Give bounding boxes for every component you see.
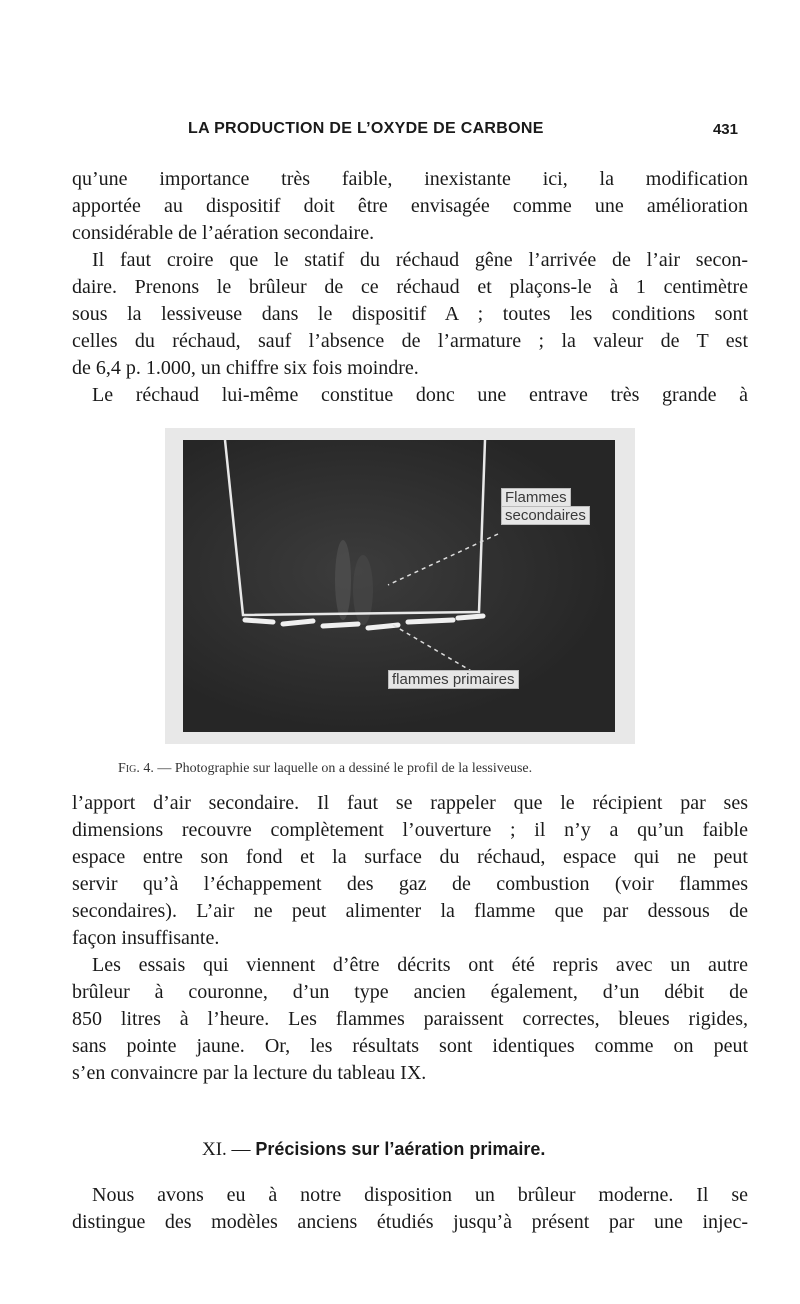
text-line: servir qu’à l’échappement des gaz de combustion (voir flammes (72, 873, 748, 895)
text-line: considérable de l’aération secondaire. (72, 222, 375, 244)
figure-caption (118, 761, 718, 777)
running-title: LA PRODUCTION DE L’OXYDE DE CARBONE (188, 120, 544, 137)
flame-glow (335, 540, 351, 620)
text-line: sous la lessiveuse dans le dispositif A ; toutes les conditions sont (72, 303, 748, 325)
text-line: l’apport d’air secondaire. Il faut se rappeler que le récipient par ses (72, 792, 748, 814)
text-line: de 6,4 p. 1.000, un chiffre six fois moindre. (72, 357, 419, 379)
caption-text: — Photographie sur laquelle on a dessiné le profil de la lessiveuse. (153, 761, 533, 776)
label-flammes: Flammes (501, 488, 571, 507)
text-line: Il faut croire que le statif du réchaud gêne l’arrivée de l’air secon- (92, 249, 748, 271)
text-line: façon insuffisante. (72, 927, 220, 949)
text-line: s’en convaincre par la lecture du tableau IX. (72, 1062, 427, 1084)
text-line: brûleur à couronne, d’un type ancien également, d’un débit de (72, 981, 748, 1003)
text-line: Le réchaud lui-même constitue donc une entrave très grande à (92, 384, 748, 406)
caption-number: Fig. 4. (118, 761, 154, 776)
text-line: qu’une importance très faible, inexistante ici, la modification (72, 168, 748, 190)
text-block-top (72, 166, 748, 409)
figure-photograph (165, 428, 635, 744)
page-number: 431 (712, 121, 738, 138)
text-line: celles du réchaud, sauf l’absence de l’armature ; la valeur de T est (72, 330, 748, 352)
page-header (180, 120, 740, 146)
text-line: apportée au dispositif doit être envisagée comme une amélioration (72, 195, 748, 217)
text-line: 850 litres à l’heure. Les flammes paraissent correctes, bleues rigides, (72, 1008, 748, 1030)
text-line: espace entre son fond et la surface du réchaud, espace qui ne peut (72, 846, 748, 868)
text-line: dimensions recouvre complètement l’ouverture ; il n’y a qu’un faible (72, 819, 748, 841)
section-heading (202, 1138, 722, 1161)
text-block-bottom (72, 1182, 748, 1236)
text-line: secondaires). L’air ne peut alimenter la flamme que par dessous de (72, 900, 748, 922)
text-line: Nous avons eu à notre disposition un brûleur moderne. Il se (92, 1184, 748, 1206)
text-line: distingue des modèles anciens étudiés jusqu’à présent par une injec- (72, 1211, 748, 1233)
burner-photo (183, 440, 615, 732)
section-number: XI. — (202, 1139, 256, 1160)
label-secondaires: secondaires (501, 506, 590, 525)
text-line: Les essais qui viennent d’être décrits ont été repris avec un autre (92, 954, 748, 976)
text-line: sans pointe jaune. Or, les résultats sont identiques comme on peut (72, 1035, 748, 1057)
text-block-middle (72, 790, 748, 1087)
label-flammes-primaires: flammes primaires (388, 670, 519, 689)
section-title: Précisions sur l’aération primaire. (255, 1139, 546, 1159)
leader-line-primary (393, 625, 473, 672)
text-line: daire. Prenons le brûleur de ce réchaud et plaçons-le à 1 centimètre (72, 276, 748, 298)
